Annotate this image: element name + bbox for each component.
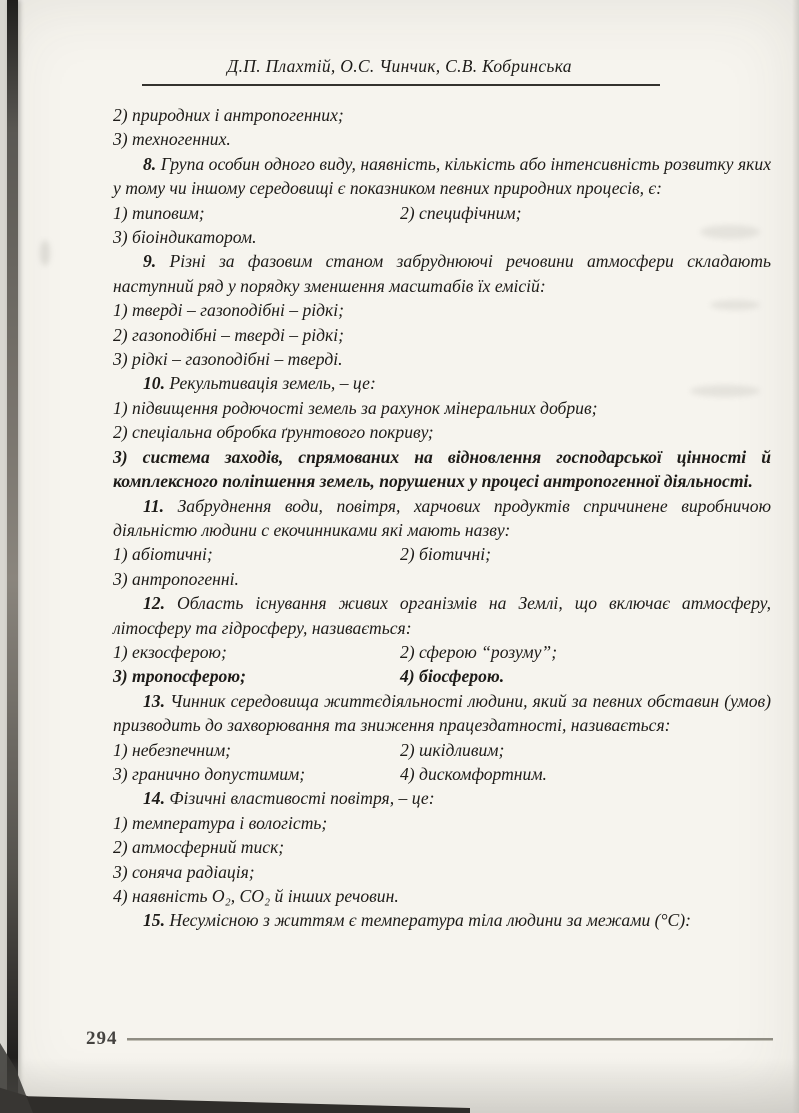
option-line: 1) тверді – газоподібні – рідкі; — [113, 300, 345, 321]
option-right: 4) дискомфортним. — [400, 763, 547, 784]
option-line: 4) наявність О₂, СО₂ й інших речовин. — [113, 886, 399, 906]
option-line: 2) газоподібні – тверді – рідкі; — [113, 324, 345, 345]
running-header — [0, 56, 799, 77]
question-paragraph: 10. Рекультивація земель, – це: — [143, 373, 376, 394]
question-paragraph: 13. Чинник середовища життєдіяльності людини, який за певних обставин (умов) призводить до захворювання та зниження працездатності, називається: — [113, 690, 771, 736]
option-line: 2) атмосферний тиск; — [113, 837, 285, 858]
question-number: 11. — [143, 495, 178, 516]
question-paragraph: 15. Несумісною з життям є температура тіла людини за межами (°С): — [143, 910, 691, 931]
question-number: 14. — [143, 788, 170, 809]
option-line: 3) система заходів, спрямованих на відновлення господарської цінності й комплексного поліпшення земель, порушених у процесі антропогенної діяльності. — [113, 446, 771, 492]
question-number: 13. — [143, 690, 171, 711]
footer-rule — [127, 1038, 774, 1041]
option-left: 1) типовим; — [113, 202, 205, 223]
option-left: 3) тропосферою; — [113, 666, 246, 687]
question-paragraph: 9. Різні за фазовим станом забруднюючі речовини атмосфери складають наступний ряд у порядку зменшення масштабів їх емісій: — [113, 251, 772, 296]
options-row — [113, 640, 771, 664]
option-line: 3) соняча радіація; — [113, 861, 255, 882]
option-left: 3) гранично допустимим; — [113, 763, 306, 784]
option-right: 2) специфічним; — [400, 202, 522, 223]
options-row — [113, 201, 771, 225]
header-authors: Д.П. Плахтій, О.С. Чинчик, С.В. Кобринська — [227, 56, 572, 76]
question-number: 12. — [143, 593, 177, 614]
option-right: 2) сферою “розуму”; — [400, 641, 558, 662]
option-line: 2) природних і антропогенних; — [113, 105, 344, 125]
question-paragraph: 14. Фізичні властивості повітря, – це: — [143, 788, 435, 809]
option-line: 3) біоіндикатором. — [113, 227, 257, 248]
option-line: 1) підвищення родючості земель за рахунок мінеральних добрив; — [113, 397, 598, 418]
options-row — [113, 664, 771, 688]
question-number: 15. — [143, 910, 170, 931]
option-line: 3) антропогенні. — [113, 568, 239, 589]
question-number: 9. — [143, 251, 170, 272]
question-paragraph: 12. Область існування живих організмів на Землі, що включає атмосферу, літосферу та гідросферу, називається: — [113, 593, 772, 638]
options-row — [113, 762, 771, 786]
option-right: 4) біосферою. — [400, 666, 505, 687]
option-left: 1) абіотичні; — [113, 544, 213, 565]
question-number: 10. — [143, 373, 170, 394]
binding-shadow — [7, 0, 18, 1113]
option-right: 2) біотичні; — [400, 544, 491, 565]
scan-margin-strip — [0, 0, 7, 1113]
page-body — [113, 103, 771, 933]
options-row — [113, 738, 771, 762]
page-number: 294 — [86, 1028, 118, 1049]
scan-right-edge-shadow — [792, 0, 799, 1113]
scan-smudge — [40, 240, 50, 266]
option-line: 3) рідкі – газоподібні – тверді. — [113, 349, 343, 370]
question-paragraph: 11. Забруднення води, повітря, харчових продуктів спричинене виробничою діяльністю людини с екочинниками які мають назву: — [113, 495, 772, 540]
page-footer — [86, 1028, 773, 1050]
option-left: 1) небезпечним; — [113, 739, 232, 760]
option-line: 1) температура і вологість; — [113, 812, 328, 833]
header-rule — [142, 84, 660, 86]
option-right: 2) шкідливим; — [400, 739, 505, 760]
options-row — [113, 542, 771, 566]
question-number: 8. — [143, 153, 161, 174]
option-line: 3) техногенних. — [113, 129, 231, 150]
option-left: 1) екзосферою; — [113, 641, 227, 662]
option-line: 2) спеціальна обробка ґрунтового покриву; — [113, 422, 434, 443]
question-paragraph: 8. Група особин одного виду, наявність, кількість або інтенсивність розвитку яких у тому чи іншому середовищі є показником певних природних процесів, є: — [113, 153, 772, 199]
